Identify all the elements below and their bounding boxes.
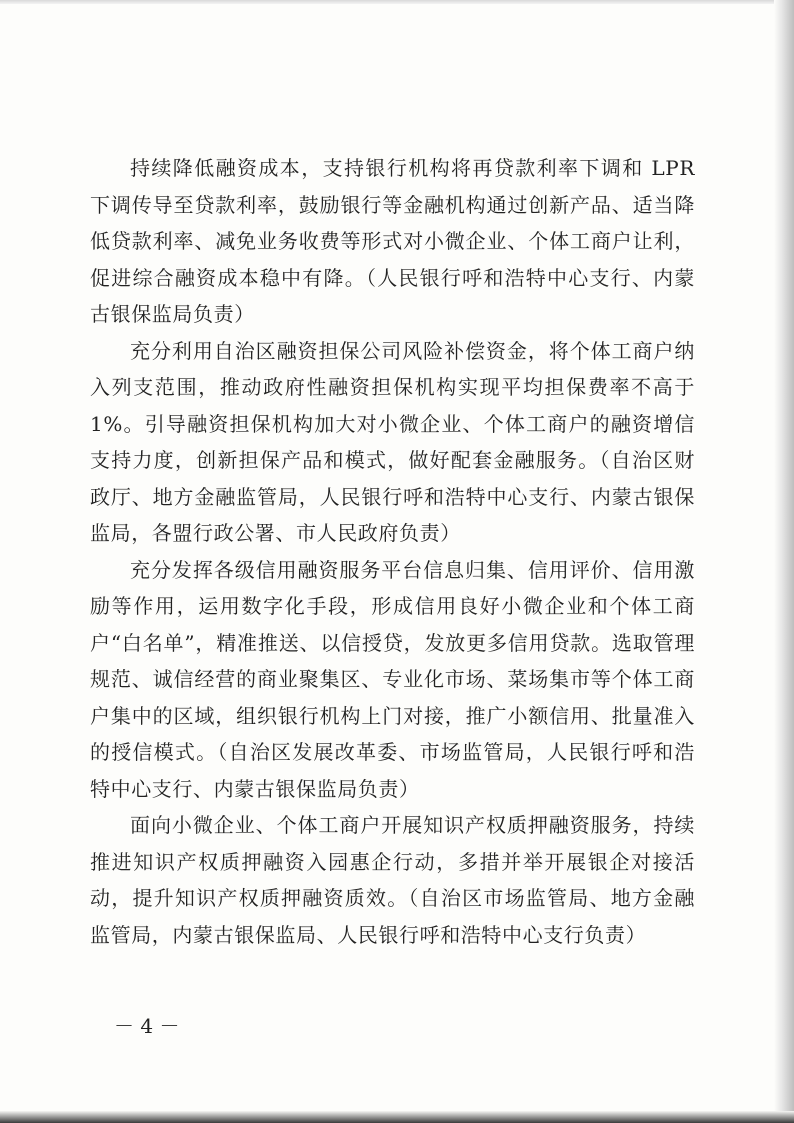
paragraph-guarantee: 充分利用自治区融资担保公司风险补偿资金，将个体工商户纳入列支范围，推动政府性融资担保机构实现平均担保费率不高于 1%。引导融资担保机构加大对小微企业、个体工商户的融资增信支持力度，创新担保产品和模式，做好配套金融服务。（自治区财政厅、地方金融监管局，人民银行呼和浩特中心支行、内蒙古银保监局，各盟行政公署、市人民政府负责） [90, 338, 695, 545]
scan-edge-top [0, 0, 794, 4]
paragraph-credit-platform: 充分发挥各级信用融资服务平台信息归集、信用评价、信用激励等作用，运用数字化手段，形成信用良好小微企业和个体工商户“白名单”，精准推送、以信授贷，发放更多信用贷款。选取管理规范、诚信经营的商业聚集区、专业化市场、菜场集市等个体工商户集中的区域，组织银行机构上门对接，推广小额信用、批量准入的授信模式。（自治区发展改革委、市场监管局，人民银行呼和浩特中心支行、内蒙古银保监局负责） [90, 557, 695, 801]
scan-edge-right [774, 0, 794, 1123]
scan-edge-bottom [0, 1111, 794, 1123]
paragraph-loan-rate: 持续降低融资成本，支持银行机构将再贷款利率下调和 LPR 下调传导至贷款利率，鼓励银行等金融机构通过创新产品、适当降低贷款利率、减免业务收费等形式对小微企业、个体工商户让利，促进综合融资成本稳中有降。（人民银行呼和浩特中心支行、内蒙古银保监局负责） [90, 156, 695, 326]
paragraph-ip-pledge: 面向小微企业、个体工商户开展知识产权质押融资服务，持续推进知识产权质押融资入园惠企行动，多措并举开展银企对接活动，提升知识产权质押融资质效。（自治区市场监管局、地方金融监管局，内蒙古银保监局、人民银行呼和浩特中心支行负责） [90, 813, 695, 947]
page-number: － 4 － [114, 1014, 180, 1038]
document-body [90, 150, 695, 953]
